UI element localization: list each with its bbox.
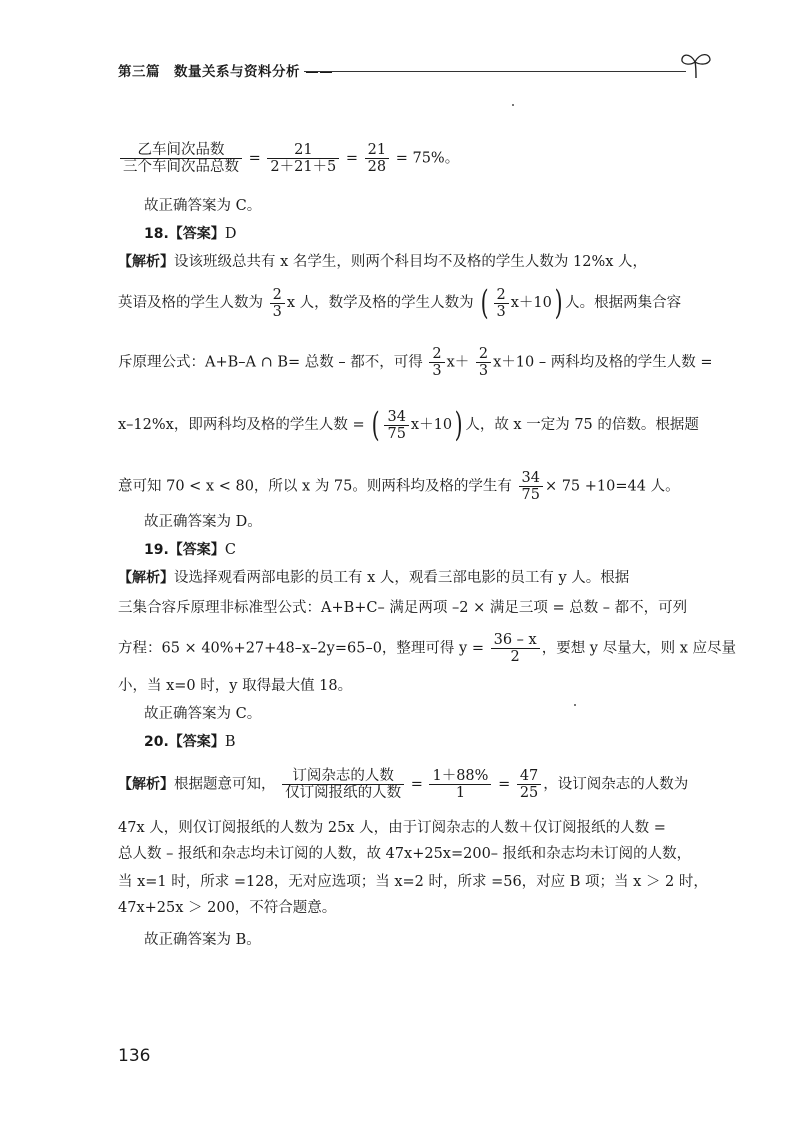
running-header [118, 58, 698, 82]
q19-line-4: 小，当 x=0 时，y 取得最大值 18。 [118, 678, 353, 694]
q18-line-1: 【解析】设该班级总共有 x 名学生，则两个科目均不及格的学生人数为 12%x 人， [118, 254, 648, 270]
q19-line-3: 方程：65 × 40%+27+48–x–2y=65–0，整理可得 y = $\frac{36 - x}{2}$ ，要想 y 尽量大，则 x 应尽量 [118, 632, 737, 665]
q18-conclusion: 故正确答案为 D。 [144, 514, 262, 530]
q18-line-5: 意可知 70 < x < 80，所以 x 为 75。则两科均及格的学生有 $\frac{34}{75}$ × 75 +10=44 人。 [118, 470, 680, 503]
q20-line-1: 【解析】根据题意可知， $\frac{\text{订阅杂志的人数}}{\text{仅订阅报纸的人数}}$ = $\frac{1+88\%}{1}$ = $\frac{47}{25}$ ，设订阅杂志的人数为 [118, 768, 689, 801]
q20-line-4: 当 x=1 时，所求 =128，无对应选项；当 x=2 时，所求 =56，对应 B 项；当 x ＞ 2 时， [118, 874, 708, 890]
q18-line-4: x–12%x，即两科均及格的学生人数 = ( $\frac{34}{75}$ x＋10) 人，故 x 一定为 75 的倍数。根据题 [118, 405, 699, 445]
fraction: $\frac{1+88\%}{1}$ [429, 768, 491, 801]
sprout-icon [678, 44, 714, 80]
scan-speck [574, 704, 576, 706]
q19-conclusion: 故正确答案为 C。 [144, 706, 262, 722]
fraction: $\frac{2}{3}$ [429, 346, 444, 379]
fraction: $\frac{2}{3}$ [494, 287, 509, 320]
header-title: 第三篇 数量关系与资料分析 —— [118, 64, 334, 80]
q17-formula: $\frac{\text{乙车间次品数}}{\text{三个车间次品总数}}$ = $\frac{21}{2+21+5}$ = $\frac{21}{28}$ = 75%。 [118, 142, 459, 175]
q18-line-2: 英语及格的学生人数为 $\frac{2}{3}$ x 人，数学及格的学生人数为 ( $\frac{2}{3}$ x＋10) 人。根据两集合容 [118, 283, 682, 323]
q17-conclusion: 故正确答案为 C。 [144, 198, 262, 214]
fraction: $\frac{2}{3}$ [476, 346, 491, 379]
q20-answer: 20.【答案】B [144, 734, 236, 750]
q20-conclusion: 故正确答案为 B。 [144, 932, 261, 948]
q19-line-1: 【解析】设选择观看两部电影的员工有 x 人，观看三部电影的员工有 y 人。根据 [118, 570, 630, 586]
q19-line-2: 三集合容斥原理非标准型公式：A+B+C– 满足两项 –2 × 满足三项 = 总数 – 都不，可列 [118, 600, 688, 616]
q20-line-3: 总人数 – 报纸和杂志均未订阅的人数，故 47x+25x=200– 报纸和杂志均未订阅的人数， [118, 846, 692, 862]
fraction: $\frac{21}{2+21+5}$ [267, 142, 339, 175]
q18-line-3: 斥原理公式：A+B–A ∩ B= 总数 – 都不，可得 $\frac{2}{3}$ x＋ $\frac{2}{3}$ x＋10 – 两科均及格的学生人数 = [118, 346, 713, 379]
fraction: $\frac{36 - x}{2}$ [491, 632, 540, 665]
fraction: $\frac{2}{3}$ [270, 287, 285, 320]
fraction: $\frac{\text{订阅杂志的人数}}{\text{仅订阅报纸的人数}}$ [282, 768, 404, 801]
q18-answer: 18.【答案】D [144, 226, 237, 242]
fraction: $\frac{47}{25}$ [517, 768, 541, 801]
fraction: $\frac{34}{75}$ [384, 409, 408, 442]
scan-speck [512, 104, 514, 106]
fraction: $\frac{34}{75}$ [519, 470, 543, 503]
q19-answer: 19.【答案】C [144, 542, 236, 558]
fraction: $\frac{21}{28}$ [365, 142, 389, 175]
page-number: 136 [118, 1046, 151, 1066]
q20-line-2: 47x 人，则仅订阅报纸的人数为 25x 人，由于订阅杂志的人数＋仅订阅报纸的人数 = [118, 820, 666, 836]
q20-line-5: 47x+25x ＞ 200，不符合题意。 [118, 900, 337, 916]
header-rule [304, 71, 686, 72]
fraction: $\frac{\text{乙车间次品数}}{\text{三个车间次品总数}}$ [120, 142, 242, 175]
